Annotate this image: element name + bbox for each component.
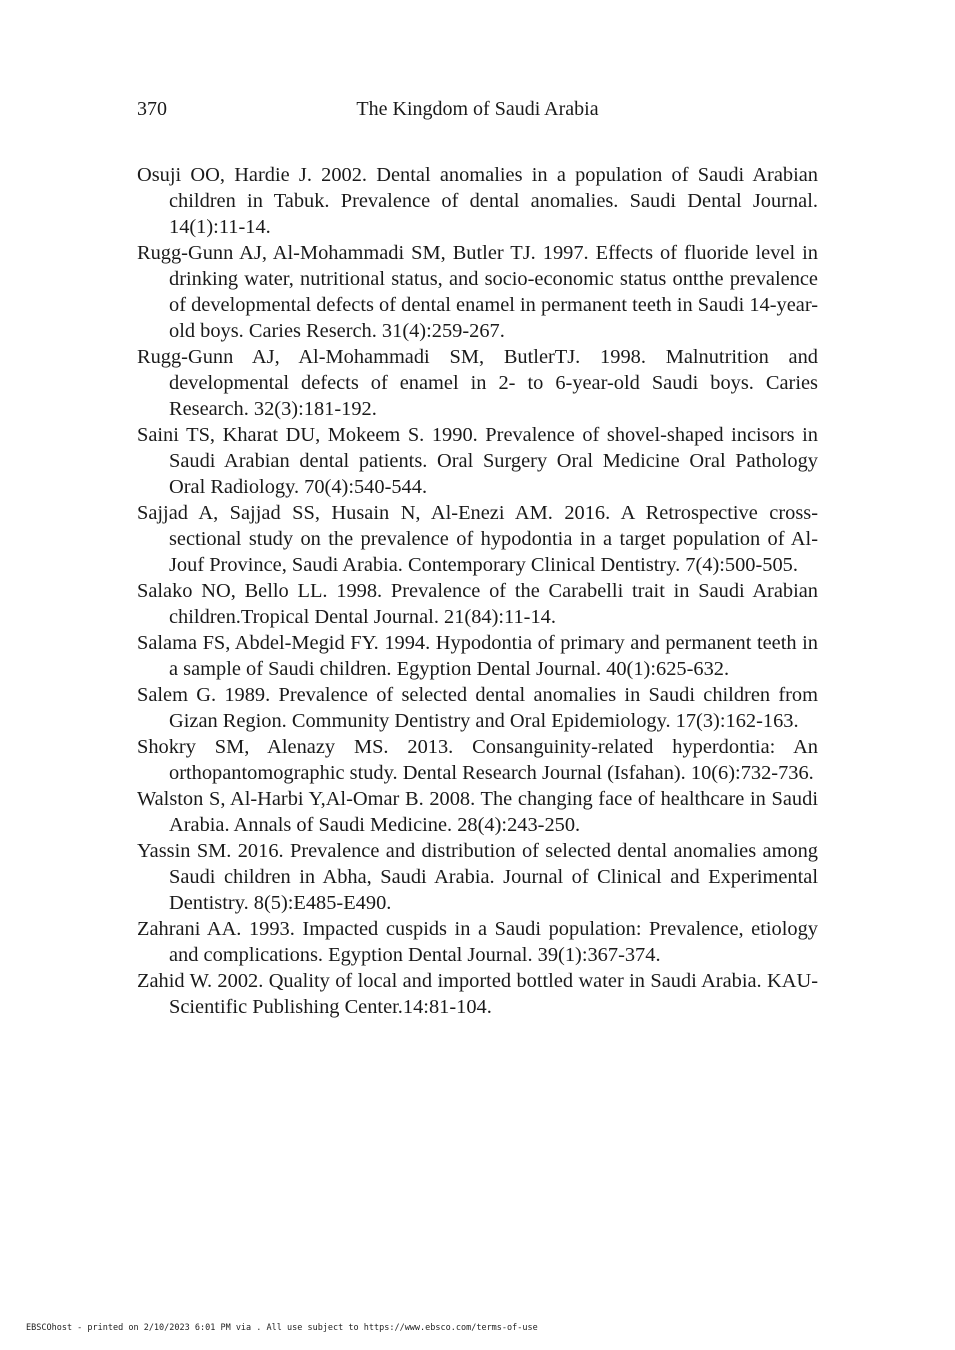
reference-item: Walston S, Al-Harbi Y,Al-Omar B. 2008. The changing face of healthcare in Saudi Arabia. Annals of Saudi Medicine. 28(4):243-250.: [137, 788, 818, 836]
reference-item: Rugg-Gunn AJ, Al-Mohammadi SM, Butler TJ. 1997. Effects of fluoride level in drinking water, nutritional status, and socio-economic status ontthe prevalence of developmental defects of dental enamel in permanent teeth in Saudi 14-year-old boys. Caries Reserch. 31(4):259-267.: [137, 242, 819, 342]
print-footer: EBSCOhost - printed on 2/10/2023 6:01 PM via . All use subject to https://www.ebsco.com/terms-of-use: [26, 1323, 538, 1333]
reference-list: [137, 162, 818, 1020]
reference-item: Salako NO, Bello LL. 1998. Prevalence of the Carabelli trait in Saudi Arabian children.Tropical Dental Journal. 21(84):11-14.: [137, 580, 818, 628]
reference-item: Osuji OO, Hardie J. 2002. Dental anomalies in a population of Saudi Arabian children in Tabuk. Prevalence of dental anomalies. Saudi Dental Journal. 14(1):11-14.: [137, 164, 818, 238]
reference-item: Sajjad A, Sajjad SS, Husain N, Al-Enezi AM. 2016. A Retrospective cross-sectional study on the prevalence of hypodontia in a target population of Al-Jouf Province, Saudi Arabia. Contemporary Clinical Dentistry. 7(4):500-505.: [137, 502, 818, 576]
reference-item: Saini TS, Kharat DU, Mokeem S. 1990. Prevalence of shovel-shaped incisors in Saudi Arabian dental patients. Oral Surgery Oral Medicine Oral Pathology Oral Radiology. 70(4):540-544.: [137, 424, 818, 498]
reference-item: Rugg-Gunn AJ, Al-Mohammadi SM, ButlerTJ. 1998. Malnutrition and developmental defects of enamel in 2- to 6-year-old Saudi boys. Caries Research. 32(3):181-192.: [137, 346, 818, 420]
page-number: 370: [137, 98, 167, 120]
reference-item: Salama FS, Abdel-Megid FY. 1994. Hypodontia of primary and permanent teeth in a sample of Saudi children. Egyption Dental Journal. 40(1):625-632.: [137, 632, 818, 680]
reference-item: Zahrani AA. 1993. Impacted cuspids in a Saudi population: Prevalence, etiology and complications. Egyption Dental Journal. 39(1):367-374.: [137, 918, 818, 966]
reference-item: Salem G. 1989. Prevalence of selected dental anomalies in Saudi children from Gizan Region. Community Dentistry and Oral Epidemiology. 17(3):162-163.: [137, 684, 818, 732]
reference-item: Zahid W. 2002. Quality of local and imported bottled water in Saudi Arabia. KAU-Scientific Publishing Center.14:81-104.: [137, 970, 818, 1018]
running-title: The Kingdom of Saudi Arabia: [356, 98, 599, 120]
reference-item: Shokry SM, Alenazy MS. 2013. Consanguinity-related hyperdontia: An orthopantomographic study. Dental Research Journal (Isfahan). 10(6):732-736.: [137, 736, 818, 784]
reference-item: Yassin SM. 2016. Prevalence and distribution of selected dental anomalies among Saudi children in Abha, Saudi Arabia. Journal of Clinical and Experimental Dentistry. 8(5):E485-E490.: [137, 840, 818, 914]
